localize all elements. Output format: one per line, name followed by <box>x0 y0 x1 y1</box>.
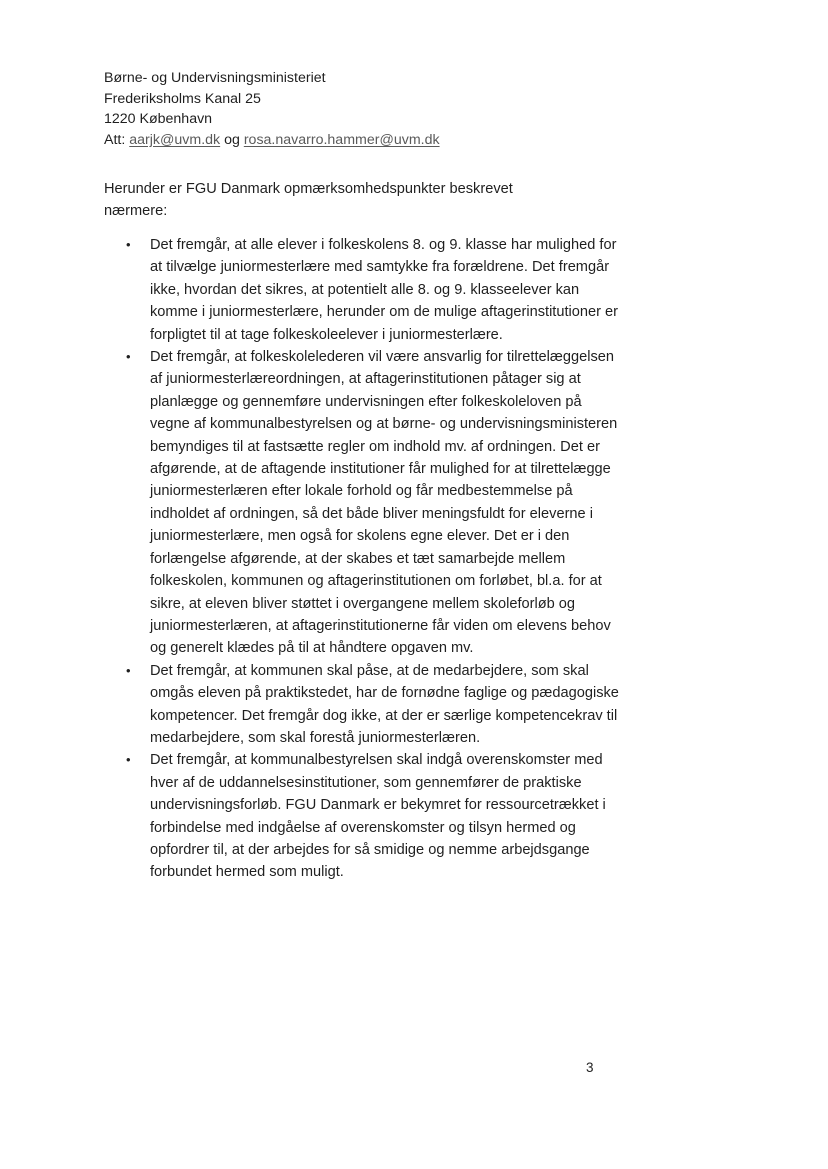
recipient-org: Børne- og Undervisningsministeriet <box>104 70 326 86</box>
list-item <box>104 234 624 346</box>
list-item-text: Det fremgår, at alle elever i folkeskolens 8. og 9. klasse har mulighed for at tilvælge juniormesterlære med samtykke fra forældrene. Det fremgår ikke, hvordan det sikres, at potentielt alle 8. og 9. klasseelever kan komme i juniormesterlære, herunder om de mulige aftagerinstitutioner er forpligtet til at tage folkeskoleelever i juniormesterlære. <box>150 237 619 343</box>
bullet-icon: • <box>126 662 131 678</box>
attention-points-list <box>104 234 624 884</box>
recipient-street: Frederiksholms Kanal 25 <box>104 90 261 107</box>
bullet-icon: • <box>126 237 131 252</box>
att-label: Att: <box>104 131 126 148</box>
email-link-rosa[interactable]: rosa.navarro.hammer@uvm.dk <box>243 131 440 148</box>
list-item-text: Det fremgår, at kommunen skal påse, at de medarbejdere, som skal omgås eleven på praktikstedet, har de fornødne faglige og pædagogiske kompetencer. Det fremgår dog ikke, at der er særlige kompetencekrav til medarbejdere, som skal forestå juniormesterlæren. <box>150 662 619 746</box>
list-item-text: Det fremgår, at folkeskolelederen vil være ansvarlig for tilrettelæggelsen af juniormesterlæreordningen, at aftagerinstitutionen påtager sig at planlægge og gennemføre undervisningen efter folkeskoleloven på vegne af kommunalbestyrelsen og at børne- og undervisningsministeren bemyndiges til at fastsætte regler om indhold mv. af ordningen. Det er afgørende, at de aftagende institutioner får mulighed for at tilrettelægge juniormesterlæren efter lokale forhold og får medbestemmelse på indholdet af ordningen, så det både bliver meningsfuldt for eleverne i juniormesterlære, men også for skolens egne elever. Det er i den forlængelse afgørende, at der skabes et tæt samarbejde mellem folkeskolen, kommunen og aftagerinstitutionen om forløbet, bl.a. for at sikre, at eleven bliver støttet i overgangene mellem skoleforløb og juniormesterlæren, at aftagerinstitutionerne får viden om elevens behov og generelt klædes på til at håndtere opgaven mv. <box>150 349 618 657</box>
list-item-text: Det fremgår, at kommunalbestyrelsen skal indgå overenskomster med hver af de uddannelsesinstitutioner, som gennemfører de praktiske undervisningsforløb. FGU Danmark er bekymret for ressourcetrækket i forbindelse med indgåelse af overenskomster og tilsyn hermed og opfordrer til, at der arbejdes for så smidige og nemme arbejdsgange forbundet hermed som muligt. <box>150 752 606 881</box>
list-item <box>104 346 624 660</box>
list-item <box>104 660 624 750</box>
bullet-icon: • <box>126 349 131 365</box>
recipient-city: 1220 København <box>104 111 213 127</box>
recipient-address <box>104 68 440 150</box>
recipient-att-line <box>104 130 440 151</box>
intro-paragraph: Herunder er FGU Danmark opmærksomhedspunkter beskrevet nærmere: <box>104 181 513 220</box>
bullet-icon: • <box>126 752 131 768</box>
att-conjunction: og <box>224 131 240 148</box>
email-link-aarjk[interactable]: aarjk@uvm.dk <box>129 131 221 148</box>
list-item <box>104 749 624 883</box>
page-number: 3 <box>586 1060 594 1075</box>
